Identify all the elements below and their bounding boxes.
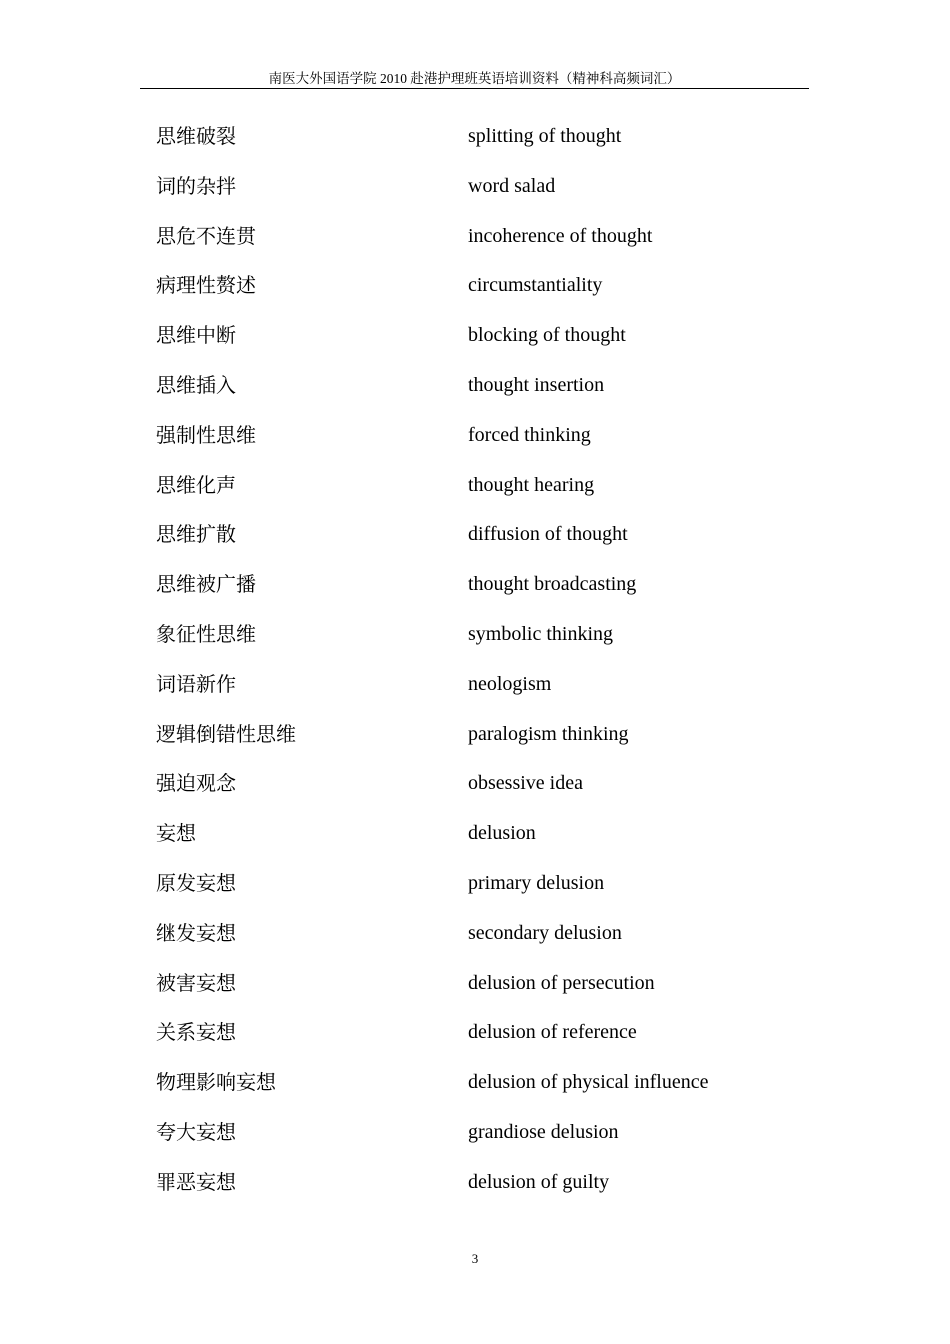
term-chinese: 词的杂拌 xyxy=(156,173,236,198)
term-row xyxy=(0,669,950,699)
term-chinese: 思维中断 xyxy=(156,323,236,348)
term-english: delusion of persecution xyxy=(468,971,655,994)
term-row xyxy=(0,320,950,350)
term-row xyxy=(0,619,950,649)
term-english: paralogism thinking xyxy=(468,722,629,745)
term-english: word salad xyxy=(468,174,556,197)
term-row xyxy=(0,818,950,848)
term-chinese: 思维破裂 xyxy=(156,124,236,148)
term-english: symbolic thinking xyxy=(468,623,613,645)
term-english: primary delusion xyxy=(468,872,605,894)
term-row xyxy=(0,1067,950,1097)
term-row xyxy=(0,918,950,948)
term-chinese: 象征性思维 xyxy=(156,622,256,646)
term-row xyxy=(0,470,950,500)
term-english: obsessive idea xyxy=(468,772,583,795)
term-english: circumstantiality xyxy=(468,274,603,297)
term-english: thought broadcasting xyxy=(468,573,637,596)
term-row xyxy=(0,121,950,151)
term-chinese: 思维插入 xyxy=(156,373,236,397)
term-chinese: 病理性赘述 xyxy=(156,273,256,298)
term-english: grandiose delusion xyxy=(468,1121,619,1143)
term-row xyxy=(0,370,950,400)
term-row xyxy=(0,519,950,549)
term-english: incoherence of thought xyxy=(468,224,653,247)
term-english: delusion of physical influence xyxy=(468,1071,709,1094)
term-row xyxy=(0,1017,950,1047)
term-chinese: 关系妄想 xyxy=(156,1020,236,1045)
term-row xyxy=(0,1117,950,1147)
term-row xyxy=(0,1167,950,1197)
page-header: 南医大外国语学院 2010 赴港护理班英语培训资料（精神科高频词汇） xyxy=(268,71,681,86)
term-row xyxy=(0,420,950,450)
term-chinese: 思危不连贯 xyxy=(156,223,256,248)
term-row xyxy=(0,719,950,749)
term-row xyxy=(0,968,950,998)
term-english: delusion of guilty xyxy=(468,1170,610,1193)
term-chinese: 词语新作 xyxy=(156,671,236,696)
term-row xyxy=(0,768,950,798)
term-row xyxy=(0,569,950,599)
term-english: diffusion of thought xyxy=(468,523,628,546)
term-row xyxy=(0,171,950,201)
term-english: delusion of reference xyxy=(468,1021,637,1044)
page-number: 3 xyxy=(471,1251,479,1266)
term-chinese: 继发妄想 xyxy=(156,920,236,945)
term-chinese: 强迫观念 xyxy=(156,771,236,796)
term-chinese: 思维化声 xyxy=(156,472,236,497)
term-chinese: 妄想 xyxy=(156,821,196,846)
term-english: splitting of thought xyxy=(468,125,622,147)
term-english: secondary delusion xyxy=(468,921,622,944)
term-row xyxy=(0,868,950,898)
term-english: blocking of thought xyxy=(468,324,626,347)
term-chinese: 夸大妄想 xyxy=(156,1120,236,1144)
term-english: delusion xyxy=(468,822,536,845)
term-english: thought hearing xyxy=(468,473,595,496)
term-english: neologism xyxy=(468,672,552,695)
term-chinese: 被害妄想 xyxy=(156,970,236,995)
term-chinese: 物理影响妄想 xyxy=(156,1070,276,1095)
term-row xyxy=(0,270,950,300)
term-chinese: 思维被广播 xyxy=(156,572,256,597)
term-row xyxy=(0,221,950,251)
term-chinese: 思维扩散 xyxy=(156,522,236,547)
term-english: thought insertion xyxy=(468,374,605,396)
term-chinese: 罪恶妄想 xyxy=(156,1169,236,1194)
term-chinese: 逻辑倒错性思维 xyxy=(156,721,296,746)
term-english: forced thinking xyxy=(468,423,591,446)
term-chinese: 原发妄想 xyxy=(156,871,236,895)
term-chinese: 强制性思维 xyxy=(156,422,256,447)
